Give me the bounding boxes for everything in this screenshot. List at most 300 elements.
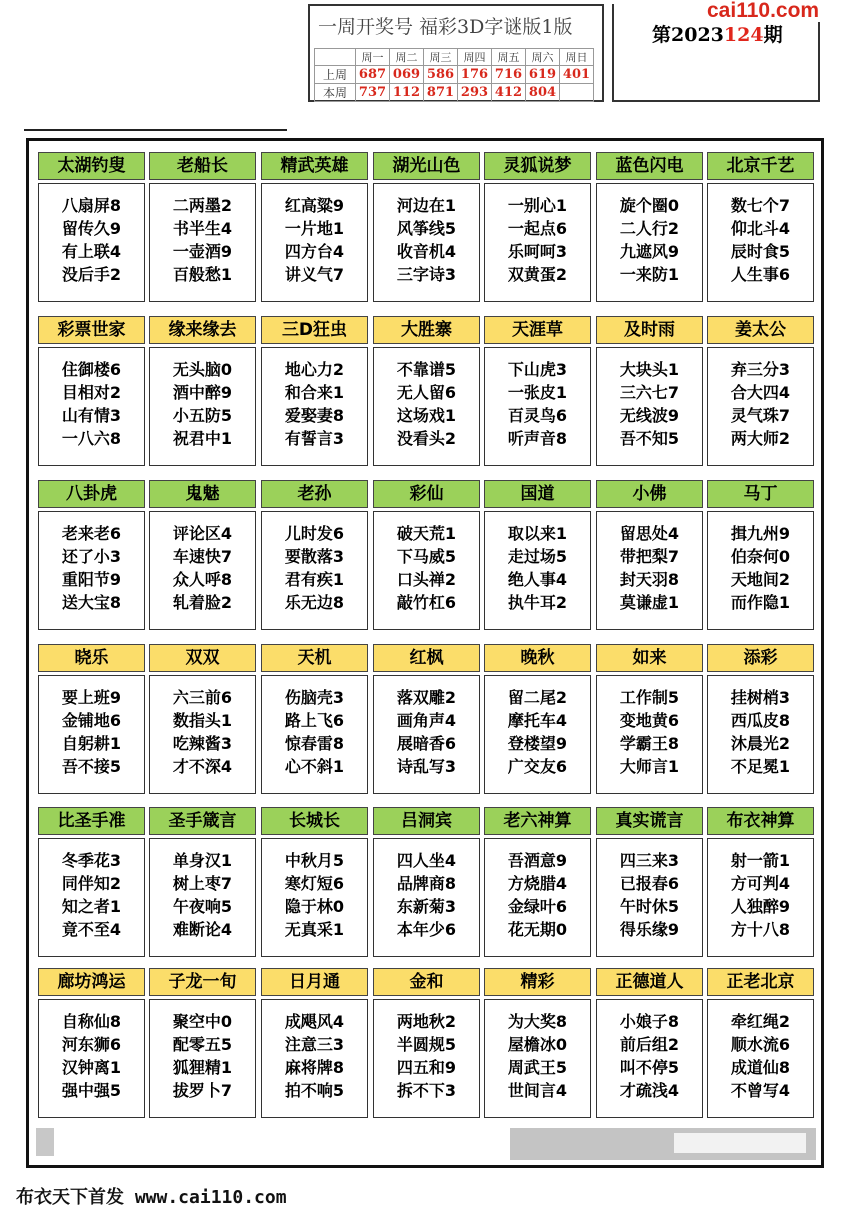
cell-title: 比圣手准 [38,807,145,835]
cell-body [596,999,703,1118]
clue-line: 车速快7 [172,547,233,566]
clue-line: 这场戏1 [396,406,457,425]
puzzle-cell [484,807,591,957]
clue-line: 心不斜1 [284,757,345,776]
clue-line: 取以来1 [507,524,568,543]
puzzle-cell [484,316,591,466]
clue-line: 东新菊3 [396,897,457,916]
clue-line: 午时休5 [619,897,680,916]
puzzle-cell [596,152,703,302]
clue-line: 没看头2 [396,429,457,448]
puzzle-cell [149,480,256,630]
cell-body [707,347,814,466]
cell-body [484,838,591,957]
clue-line: 无头脑0 [172,360,233,379]
clue-line: 人独醉9 [730,897,791,916]
cell-title: 天涯草 [484,316,591,344]
clue-line: 老来老6 [61,524,122,543]
puzzle-cell [38,152,145,302]
cell-body [149,999,256,1118]
cell-title: 老船长 [149,152,256,180]
bottom-bar-left [36,1128,54,1156]
puzzle-cell [373,807,480,957]
clue-line: 自称仙8 [61,1012,122,1031]
cell-body [373,999,480,1118]
clue-line: 目相对2 [61,383,122,402]
cell-body [38,675,145,794]
day-label: 周一 [356,49,390,66]
clue-line: 强中强5 [61,1081,122,1100]
clue-line: 前后组2 [619,1035,680,1054]
clue-line: 莫谦虚1 [619,593,680,612]
cell-title: 廊坊鸿运 [38,968,145,996]
cell-title: 晚秋 [484,644,591,672]
cell-title: 老孙 [261,480,368,508]
lottery-results-box [308,4,604,102]
puzzle-cell [707,968,814,1118]
cell-title: 北京千艺 [707,152,814,180]
puzzle-cell [38,807,145,957]
day-label: 周五 [492,49,526,66]
puzzle-cell [707,316,814,466]
puzzle-cell [149,152,256,302]
cell-body [373,347,480,466]
cell-body [38,183,145,302]
cell-body [596,511,703,630]
cell-body [484,347,591,466]
puzzle-cell [707,480,814,630]
result-number: 112 [390,84,424,102]
clue-line: 顺水流6 [730,1035,791,1054]
puzzle-cell [38,968,145,1118]
cell-body [38,347,145,466]
clue-line: 辰时食5 [730,242,791,261]
clue-line: 登楼望9 [507,734,568,753]
result-number: 176 [458,66,492,84]
clue-line: 旋个圈0 [619,196,680,215]
clue-line: 聚空中0 [172,1012,233,1031]
clue-line: 大师言1 [619,757,680,776]
cell-body [261,999,368,1118]
result-number: 804 [526,84,560,102]
cell-title: 彩票世家 [38,316,145,344]
clue-line: 下马威5 [396,547,457,566]
clue-line: 吃辣酱3 [172,734,233,753]
cell-body [596,675,703,794]
clue-line: 牵红绳2 [730,1012,791,1031]
clue-line: 成道仙8 [730,1058,791,1077]
clue-line: 才疏浅4 [619,1081,680,1100]
cell-title: 天机 [261,644,368,672]
cell-title: 小佛 [596,480,703,508]
cell-body [149,183,256,302]
clue-line: 不靠谱5 [396,360,457,379]
clue-line: 带把梨7 [619,547,680,566]
cell-title: 如来 [596,644,703,672]
clue-line: 西瓜皮8 [730,711,791,730]
clue-line: 众人呼8 [172,570,233,589]
clue-line: 要散落3 [284,547,345,566]
cell-body [707,675,814,794]
clue-line: 伯奈何0 [730,547,791,566]
cell-title: 鬼魅 [149,480,256,508]
clue-line: 一别心1 [507,196,568,215]
cell-title: 子龙一旬 [149,968,256,996]
day-label: 周日 [560,49,594,66]
clue-line: 单身汉1 [172,851,233,870]
puzzle-cell [596,807,703,957]
clue-line: 地心力2 [284,360,345,379]
clue-line: 数指头1 [172,711,233,730]
clue-line: 拍不响5 [284,1081,345,1100]
clue-line: 为大奖8 [507,1012,568,1031]
clue-line: 无线波9 [619,406,680,425]
result-number: 412 [492,84,526,102]
clue-line: 灵气珠7 [730,406,791,425]
cell-body [38,838,145,957]
puzzle-cell [484,480,591,630]
cell-title: 红枫 [373,644,480,672]
cell-title: 晓乐 [38,644,145,672]
footer-text: 布衣天下首发 www.cai110.com [16,1187,287,1208]
puzzle-cell [261,968,368,1118]
cell-body [484,511,591,630]
clue-line: 六三前6 [172,688,233,707]
result-number [560,84,594,102]
clue-line: 拆不下3 [396,1081,457,1100]
clue-line: 吾酒意9 [507,851,568,870]
clue-line: 河东狮6 [61,1035,122,1054]
cell-title: 马丁 [707,480,814,508]
clue-line: 汉钟离1 [61,1058,122,1077]
clue-line: 树上枣7 [172,874,233,893]
cell-title: 国道 [484,480,591,508]
clue-line: 四三来3 [619,851,680,870]
puzzle-cell [373,480,480,630]
cell-title: 太湖钓叟 [38,152,145,180]
clue-line: 有誓言3 [284,429,345,448]
cell-body [707,838,814,957]
cell-title: 彩仙 [373,480,480,508]
clue-line: 祝君中1 [172,429,233,448]
clue-line: 才不深4 [172,757,233,776]
clue-line: 半圆规5 [396,1035,457,1054]
cell-title: 姜太公 [707,316,814,344]
clue-line: 成飓风4 [284,1012,345,1031]
result-number: 716 [492,66,526,84]
cell-title: 长城长 [261,807,368,835]
clue-line: 得乐缘9 [619,920,680,939]
weekly-results-table [314,48,594,102]
clue-line: 三六七7 [619,383,680,402]
puzzle-cell [38,480,145,630]
cell-title: 吕洞宾 [373,807,480,835]
site-watermark[interactable]: cai110.com [707,0,850,22]
cell-body [596,347,703,466]
clue-line: 听声音8 [507,429,568,448]
cell-body [373,675,480,794]
clue-line: 注意三3 [284,1035,345,1054]
cell-body [149,838,256,957]
puzzle-grid [26,138,824,1168]
puzzle-cell [149,968,256,1118]
cell-body [707,183,814,302]
clue-line: 乐无边8 [284,593,345,612]
result-number: 687 [356,66,390,84]
clue-line: 麻将牌8 [284,1058,345,1077]
clue-line: 同伴知2 [61,874,122,893]
clue-line: 爱娶妻8 [284,406,345,425]
clue-line: 百灵鸟6 [507,406,568,425]
clue-line: 小五防5 [172,406,233,425]
clue-line: 隐于林0 [284,897,345,916]
clue-line: 一八六8 [61,429,122,448]
puzzle-cell [149,316,256,466]
clue-line: 配零五5 [172,1035,233,1054]
clue-line: 不足冕1 [730,757,791,776]
clue-line: 两大师2 [730,429,791,448]
cell-body [484,675,591,794]
clue-line: 送大宝8 [61,593,122,612]
clue-line: 方可判4 [730,874,791,893]
clue-line: 弃三分3 [730,360,791,379]
clue-line: 拔罗卜7 [172,1081,233,1100]
clue-line: 有上联4 [61,242,122,261]
cell-body [484,999,591,1118]
clue-line: 一起点6 [507,219,568,238]
cell-title: 双双 [149,644,256,672]
clue-line: 双黄蛋2 [507,265,568,284]
clue-line: 难断论4 [172,920,233,939]
cell-title: 精武英雄 [261,152,368,180]
cell-body [261,183,368,302]
puzzle-cell [149,807,256,957]
clue-line: 一来防1 [619,265,680,284]
clue-line: 品牌商8 [396,874,457,893]
clue-line: 已报春6 [619,874,680,893]
clue-line: 评论区4 [172,524,233,543]
puzzle-cell [373,644,480,794]
clue-line: 三字诗3 [396,265,457,284]
cell-title: 大胜寨 [373,316,480,344]
clue-line: 路上飞6 [284,711,345,730]
clue-line: 自躬耕1 [61,734,122,753]
clue-line: 中秋月5 [284,851,345,870]
puzzle-cell [38,644,145,794]
cell-title: 圣手箴言 [149,807,256,835]
clue-line: 无人留6 [396,383,457,402]
clue-line: 走过场5 [507,547,568,566]
clue-line: 没后手2 [61,265,122,284]
cell-title: 湖光山色 [373,152,480,180]
clue-line: 乐呵呵3 [507,242,568,261]
cell-body [373,183,480,302]
clue-line: 君有疾1 [284,570,345,589]
clue-line: 仰北斗4 [730,219,791,238]
clue-line: 封天羽8 [619,570,680,589]
clue-line: 竟不至4 [61,920,122,939]
clue-line: 破天荒1 [396,524,457,543]
cell-body [149,347,256,466]
clue-line: 轧着脸2 [172,593,233,612]
clue-line: 口头禅2 [396,570,457,589]
clue-line: 四五和9 [396,1058,457,1077]
cell-title: 正老北京 [707,968,814,996]
clue-line: 要上班9 [61,688,122,707]
clue-line: 下山虎3 [507,360,568,379]
result-number: 871 [424,84,458,102]
cell-body [38,999,145,1118]
clue-line: 摩托车4 [507,711,568,730]
puzzle-cell [261,480,368,630]
day-label: 周二 [390,49,424,66]
clue-line: 讲义气7 [284,265,345,284]
clue-line: 惊春雷8 [284,734,345,753]
cell-body [261,838,368,957]
clue-line: 寒灯短6 [284,874,345,893]
clue-line: 工作制5 [619,688,680,707]
cell-body [596,838,703,957]
cell-title: 及时雨 [596,316,703,344]
clue-line: 绝人事4 [507,570,568,589]
cell-body [484,183,591,302]
cell-title: 缘来缘去 [149,316,256,344]
clue-line: 住御楼6 [61,360,122,379]
cell-title: 老六神算 [484,807,591,835]
cell-body [373,511,480,630]
puzzle-cell [707,644,814,794]
clue-line: 揖九州9 [730,524,791,543]
clue-line: 酒中醉9 [172,383,233,402]
result-number: 619 [526,66,560,84]
clue-line: 方烧腊4 [507,874,568,893]
puzzle-cell [484,152,591,302]
cell-body [38,511,145,630]
cell-body [707,511,814,630]
clue-line: 知之者1 [61,897,122,916]
cell-title: 八卦虎 [38,480,145,508]
cell-body [707,999,814,1118]
divider [24,129,287,131]
clue-line: 诗乱写3 [396,757,457,776]
clue-line: 留二尾2 [507,688,568,707]
day-label: 周四 [458,49,492,66]
clue-line: 红高粱9 [284,196,345,215]
cell-title: 三D狂虫 [261,316,368,344]
clue-line: 一壶酒9 [172,242,233,261]
issue-number: 124 [723,24,764,46]
puzzle-cell [149,644,256,794]
result-number: 069 [390,66,424,84]
clue-line: 不曾写4 [730,1081,791,1100]
puzzle-cell [261,807,368,957]
cell-body [261,511,368,630]
clue-line: 学霸王8 [619,734,680,753]
clue-line: 无真采1 [284,920,345,939]
result-number: 293 [458,84,492,102]
clue-line: 变地黄6 [619,711,680,730]
clue-line: 百般愁1 [172,265,233,284]
clue-line: 而作隐1 [730,593,791,612]
clue-line: 四人坐4 [396,851,457,870]
cell-body [596,183,703,302]
clue-line: 人生事6 [730,265,791,284]
puzzle-cell [261,152,368,302]
puzzle-cell [707,807,814,957]
clue-line: 儿时发6 [284,524,345,543]
clue-line: 山有情3 [61,406,122,425]
clue-line: 吾不知5 [619,429,680,448]
clue-line: 天地间2 [730,570,791,589]
clue-line: 本年少6 [396,920,457,939]
clue-line: 沐晨光2 [730,734,791,753]
cell-title: 日月通 [261,968,368,996]
cell-title: 精彩 [484,968,591,996]
cell-title: 添彩 [707,644,814,672]
cell-body [149,675,256,794]
puzzle-cell [596,480,703,630]
puzzle-cell [373,152,480,302]
clue-line: 世间言4 [507,1081,568,1100]
cell-title: 蓝色闪电 [596,152,703,180]
clue-line: 收音机4 [396,242,457,261]
this-week-label: 本周 [315,84,356,102]
clue-line: 小娘子8 [619,1012,680,1031]
clue-line: 金绿叶6 [507,897,568,916]
bottom-bar-right [510,1128,816,1160]
clue-line: 狐狸精1 [172,1058,233,1077]
cell-body [149,511,256,630]
clue-line: 广交友6 [507,757,568,776]
clue-line: 留传久9 [61,219,122,238]
clue-line: 金铺地6 [61,711,122,730]
clue-line: 周武王5 [507,1058,568,1077]
clue-line: 展暗香6 [396,734,457,753]
clue-line: 执牛耳2 [507,593,568,612]
clue-line: 伤脑壳3 [284,688,345,707]
clue-line: 合大四4 [730,383,791,402]
clue-line: 吾不接5 [61,757,122,776]
clue-line: 四方台4 [284,242,345,261]
clue-line: 敲竹杠6 [396,593,457,612]
clue-line: 书半生4 [172,219,233,238]
clue-line: 大块头1 [619,360,680,379]
puzzle-cell [596,316,703,466]
cell-title: 真实谎言 [596,807,703,835]
result-number: 401 [560,66,594,84]
clue-line: 留思处4 [619,524,680,543]
cell-body [261,347,368,466]
last-week-label: 上周 [315,66,356,84]
cell-title: 金和 [373,968,480,996]
day-label: 周三 [424,49,458,66]
clue-line: 数七个7 [730,196,791,215]
clue-line: 河边在1 [396,196,457,215]
cell-title: 正德道人 [596,968,703,996]
clue-line: 两地秋2 [396,1012,457,1031]
cell-title: 布衣神算 [707,807,814,835]
clue-line: 方十八8 [730,920,791,939]
clue-line: 射一箭1 [730,851,791,870]
clue-line: 二人行2 [619,219,680,238]
clue-line: 画角声4 [396,711,457,730]
puzzle-cell [596,968,703,1118]
clue-line: 二两墨2 [172,196,233,215]
clue-line: 和合来1 [284,383,345,402]
cell-body [261,675,368,794]
clue-line: 九遮风9 [619,242,680,261]
puzzle-cell [373,316,480,466]
